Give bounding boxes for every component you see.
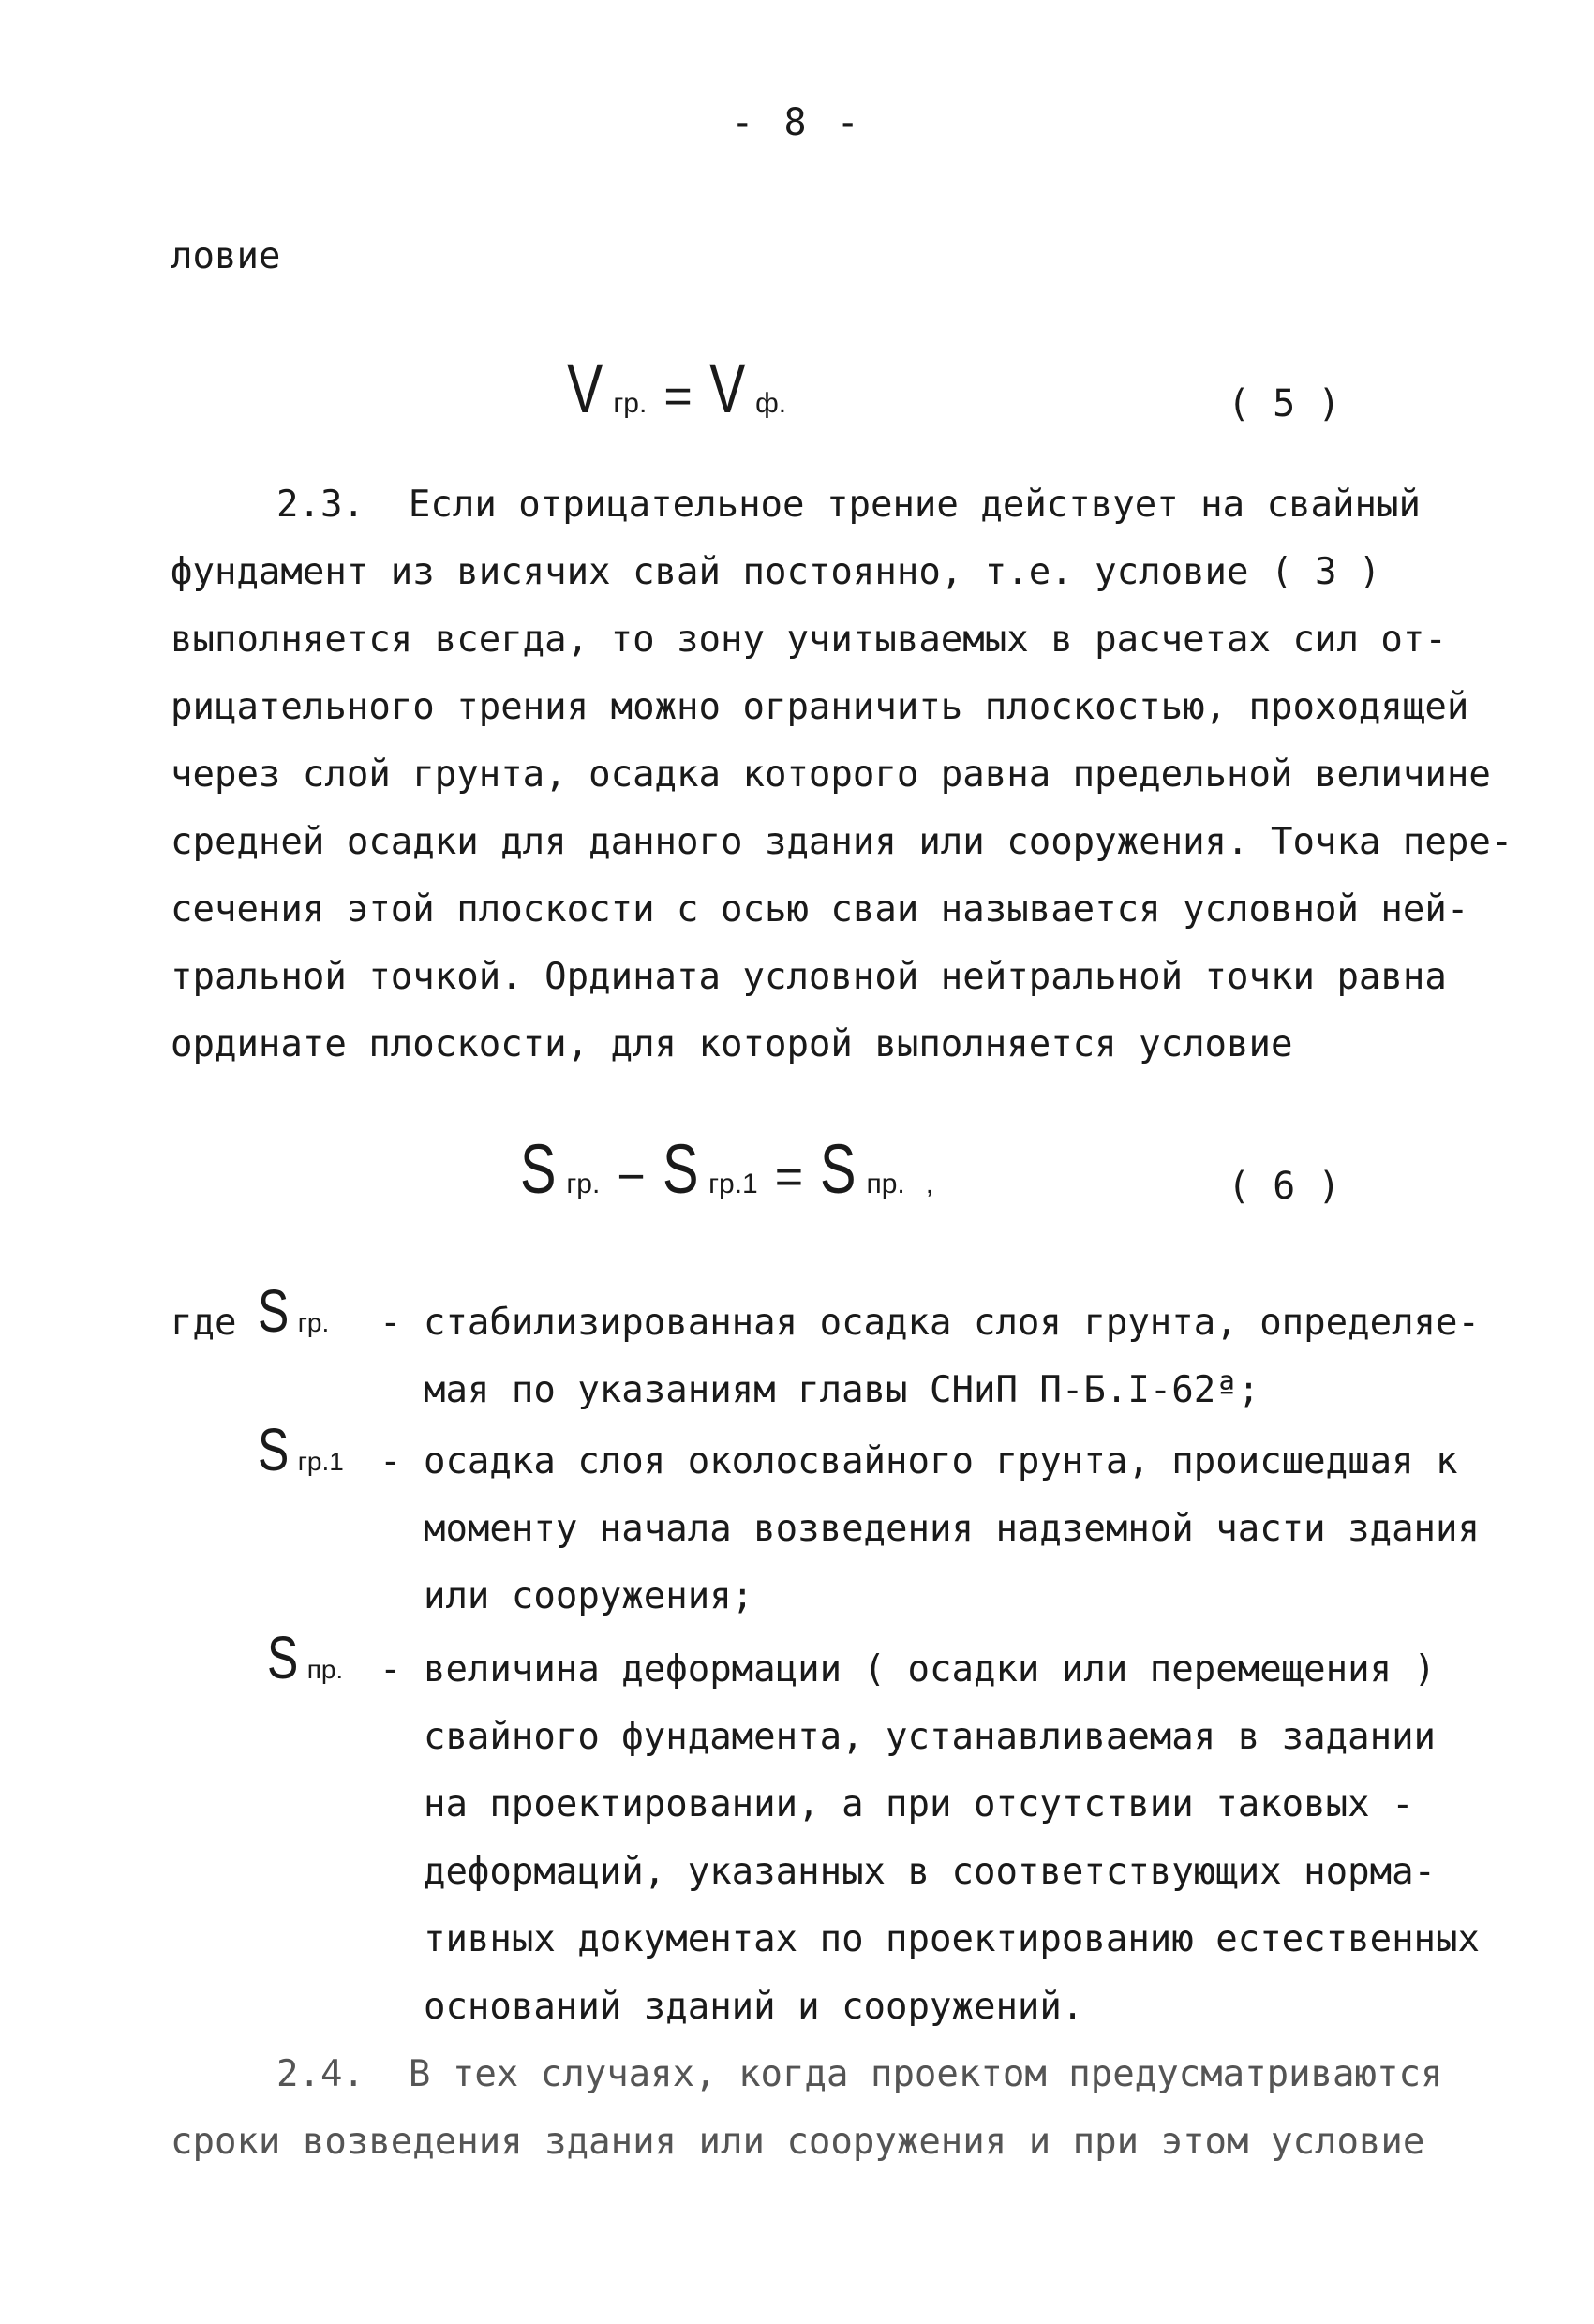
definition-line: - осадка слоя околосвайного грунта, происшедшая к xyxy=(380,1440,1458,1482)
def-s-symbol: S xyxy=(267,1624,299,1691)
definition-line: - величина деформации ( осадки или перемещения ) xyxy=(380,1648,1437,1691)
formula6-s-subscript: гр. xyxy=(566,1169,601,1199)
para-2-3-line: 2.3. Если отрицательное трение действует на свайный xyxy=(276,484,1421,526)
definition-line: свайного фундамента, устанавливаемая в задании xyxy=(380,1716,1437,1758)
definition-symbol xyxy=(258,1415,344,1484)
formula6-s-symbol: S xyxy=(820,1130,857,1208)
para-2-3-line: ординате плоскости, для которой выполняется условие xyxy=(171,1023,1293,1065)
formula-6-number: ( 6 ) xyxy=(1228,1165,1341,1208)
formula5-equals: = xyxy=(663,369,693,424)
def-s-symbol: S xyxy=(258,1416,290,1483)
intro-word: ловие xyxy=(171,235,281,277)
para-2-3-line: выполняется всегда, то зону учитываемых в расчетах сил от- xyxy=(171,618,1447,661)
formula6-s-symbol: S xyxy=(662,1130,699,1208)
formula6-equals: = xyxy=(774,1150,804,1204)
definition-line: моменту начала возведения надземной части здания xyxy=(380,1508,1480,1550)
formula5-left-symbol: V xyxy=(567,350,603,427)
formula6-s-subscript: пр. xyxy=(866,1169,905,1199)
def-s-subscript: гр. xyxy=(297,1308,330,1337)
definition-line: деформаций, указанных в соответствующих норма- xyxy=(380,1851,1437,1893)
para-2-3-line: фундамент из висячих свай постоянно, т.е. условие ( 3 ) xyxy=(171,551,1381,593)
para-2-3-line: рицательного трения можно ограничить плоскостью, проходящей xyxy=(171,686,1469,728)
para-2-3-line: тральной точкой. Ордината условной нейтральной точки равна xyxy=(171,956,1447,998)
def-s-subscript: гр.1 xyxy=(297,1447,344,1476)
formula-6 xyxy=(520,1129,933,1209)
definition-line: на проектировании, а при отсутствии таковых - xyxy=(380,1783,1414,1825)
definition-line: или сооружения; xyxy=(380,1575,754,1617)
para-2-4-line: сроки возведения здания или сооружения и при этом условие xyxy=(171,2121,1425,2163)
formula5-right-subscript: ф. xyxy=(755,388,787,419)
formula6-s-subscript: гр.1 xyxy=(708,1169,758,1199)
formula6-comma: , xyxy=(925,1169,934,1199)
formula6-s-symbol: S xyxy=(520,1130,557,1208)
page-number: - 8 - xyxy=(731,101,863,144)
para-2-3-line: сечения этой плоскости с осью сваи называется условной ней- xyxy=(171,888,1469,931)
definition-line: - стабилизированная осадка слоя грунта, определяе- xyxy=(380,1302,1480,1344)
para-2-3-line: средней осадки для данного здания или сооружения. Точка пере- xyxy=(171,821,1513,863)
definition-symbol xyxy=(267,1623,343,1692)
where-word: где xyxy=(171,1302,237,1344)
definition-line: мая по указаниям главы СНиП П-Б.I-62ª; xyxy=(380,1369,1260,1411)
para-2-3-line: через слой грунта, осадка которого равна предельной величине xyxy=(171,753,1491,796)
formula5-left-subscript: гр. xyxy=(613,388,648,419)
formula-5-number: ( 5 ) xyxy=(1228,382,1341,425)
formula-5 xyxy=(567,349,786,428)
definition-symbol xyxy=(258,1276,329,1346)
formula5-right-symbol: V xyxy=(708,350,746,427)
def-s-subscript: пр. xyxy=(306,1655,344,1684)
definition-line: оснований зданий и сооружений. xyxy=(380,1986,1084,2028)
para-2-4-line: 2.4. В тех случаях, когда проектом предусматриваются xyxy=(276,2053,1443,2095)
def-s-symbol: S xyxy=(258,1277,290,1345)
definition-line: тивных документах по проектированию естественных xyxy=(380,1918,1480,1960)
formula6-minus: − xyxy=(617,1150,646,1204)
